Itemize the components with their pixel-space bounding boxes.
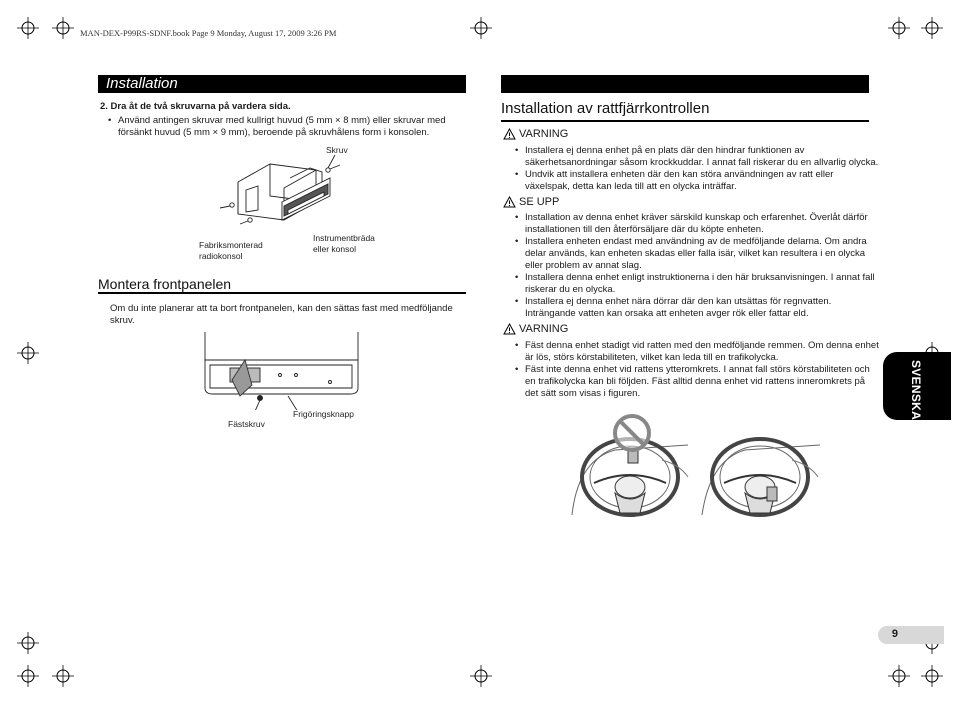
subsection-rule (98, 292, 466, 294)
registration-mark (888, 665, 910, 687)
caution-title: SE UPP (519, 196, 560, 208)
warning-item (515, 340, 880, 364)
caution-item (515, 272, 880, 296)
warning-item-line: • Fäst inte denna enhet vid rattens ytteromkrets. I annat fall störs körstabiliteten och (525, 364, 870, 375)
warning-item (515, 169, 880, 193)
caution-item-line: • Installera ej denna enhet nära dörrar där den kan utsättas för regnvatten. (525, 296, 832, 307)
caution-item (515, 236, 880, 272)
remote-install-rule (501, 120, 869, 122)
warning-item (515, 145, 880, 169)
fixing-screw-label: Fästskruv (228, 419, 265, 429)
page-number: 9 (891, 628, 898, 640)
section-title-bar (98, 75, 466, 93)
step-bullet-line: • Använd antingen skruvar med kullrigt huvud (5 mm × 8 mm) eller skruvar med (118, 115, 446, 126)
warning-item (515, 364, 880, 400)
registration-mark (470, 17, 492, 39)
warning-title-2: VARNING (519, 323, 569, 335)
warning-item-line: växelspak, detta kan leda till att en olycka inträffar. (525, 181, 737, 192)
language-tab (883, 352, 951, 420)
section-title: Installation (106, 75, 178, 92)
warning-heading (503, 128, 568, 140)
release-button-label: Frigöringsknapp (293, 409, 354, 419)
file-header: MAN-DEX-P99RS-SDNF.book Page 9 Monday, August 17, 2009 3:26 PM (80, 28, 337, 38)
dashboard-label-line1: Instrumentbräda (313, 233, 375, 243)
caution-item (515, 296, 880, 320)
caution-item-line: • Installation av denna enhet kräver särskild kunskap och erfarenhet. Överlåt därför (525, 212, 868, 223)
registration-mark (17, 632, 39, 654)
caution-item-line: Inträngande vatten kan orsaka att enheten avger rök eller fattar eld. (525, 308, 809, 319)
registration-mark (921, 665, 943, 687)
warning-item-line: är lös, störs körstabiliteten, vilket kan leda till en trafikolycka. (525, 352, 779, 363)
dashboard-label-line2: eller konsol (313, 244, 356, 254)
registration-mark (52, 17, 74, 39)
remote-install-title: Installation av rattfjärrkontrollen (501, 100, 710, 117)
warning-item-line: • Installera ej denna enhet på en plats där den hindrar funktionen av (525, 145, 805, 156)
front-panel-paragraph (110, 303, 470, 327)
caution-item-line: • Installera enheten endast med användning av de medföljande delarna. Om andra (525, 236, 867, 247)
registration-mark (52, 665, 74, 687)
warning-item-line: • Fäst denna enhet stadigt vid ratten med den medföljande remmen. Om denna enhet (525, 340, 879, 351)
steering-wheel-figure (570, 405, 825, 525)
caution-item-line: delar används, kan enheten skadas eller falla isär, vilket kan resultera i en olycka (525, 248, 866, 259)
warning-item-line: säkerhetsanordningar såsom krockkuddar. I annat fall riskerar du en allvarlig olycka. (525, 157, 879, 168)
caution-icon (503, 196, 516, 208)
registration-mark (17, 17, 39, 39)
warning-item-line: • Undvik att installera enheten där den kan störa användningen av ratt eller (525, 169, 834, 180)
right-header-bar (501, 75, 869, 93)
registration-mark (470, 665, 492, 687)
page-number-tab (878, 626, 944, 644)
registration-mark (17, 342, 39, 364)
language-tab-label: SVENSKA (909, 360, 923, 421)
bracket-label-line1: Fabriksmonterad (199, 240, 263, 250)
caution-item (515, 212, 880, 236)
warning-icon (503, 128, 516, 140)
registration-mark (17, 665, 39, 687)
caution-heading (503, 196, 559, 208)
paragraph-line: skruv. (110, 315, 135, 326)
warning-item-line: det sätt som visas i figuren. (525, 388, 641, 399)
warning-title: VARNING (519, 128, 569, 140)
warning-icon (503, 323, 516, 335)
registration-mark (921, 17, 943, 39)
warning-heading-2 (503, 323, 568, 335)
subsection-title: Montera frontpanelen (98, 276, 232, 292)
caution-item-line: installationen till den återförsäljare där du köpte enheten. (525, 224, 764, 235)
caution-item-line: riskerar du en olycka. (525, 284, 616, 295)
caution-item-line: eller problem av annat slag. (525, 260, 642, 271)
bracket-label-line2: radiokonsol (199, 251, 243, 261)
step-bullet-line: försänkt huvud (5 mm × 9 mm), beroende på skruvhålens form i konsolen. (118, 127, 430, 138)
paragraph-line: Om du inte planerar att ta bort frontpanelen, kan den sättas fast med medföljande (110, 303, 453, 314)
step-bullet (108, 115, 478, 139)
caution-item-line: • Installera denna enhet enligt instruktionerna i den här bruksanvisningen. I annat fall (525, 272, 875, 283)
step-heading: 2. Dra åt de två skruvarna på vardera sida. (100, 101, 291, 112)
screw-label: Skruv (326, 145, 348, 155)
warning-item-line: en trafikolycka kan bli följden. Fäst alltid denna enhet vid rattens inneromkrets på (525, 376, 866, 387)
registration-mark (888, 17, 910, 39)
front-panel-figure (200, 330, 365, 410)
